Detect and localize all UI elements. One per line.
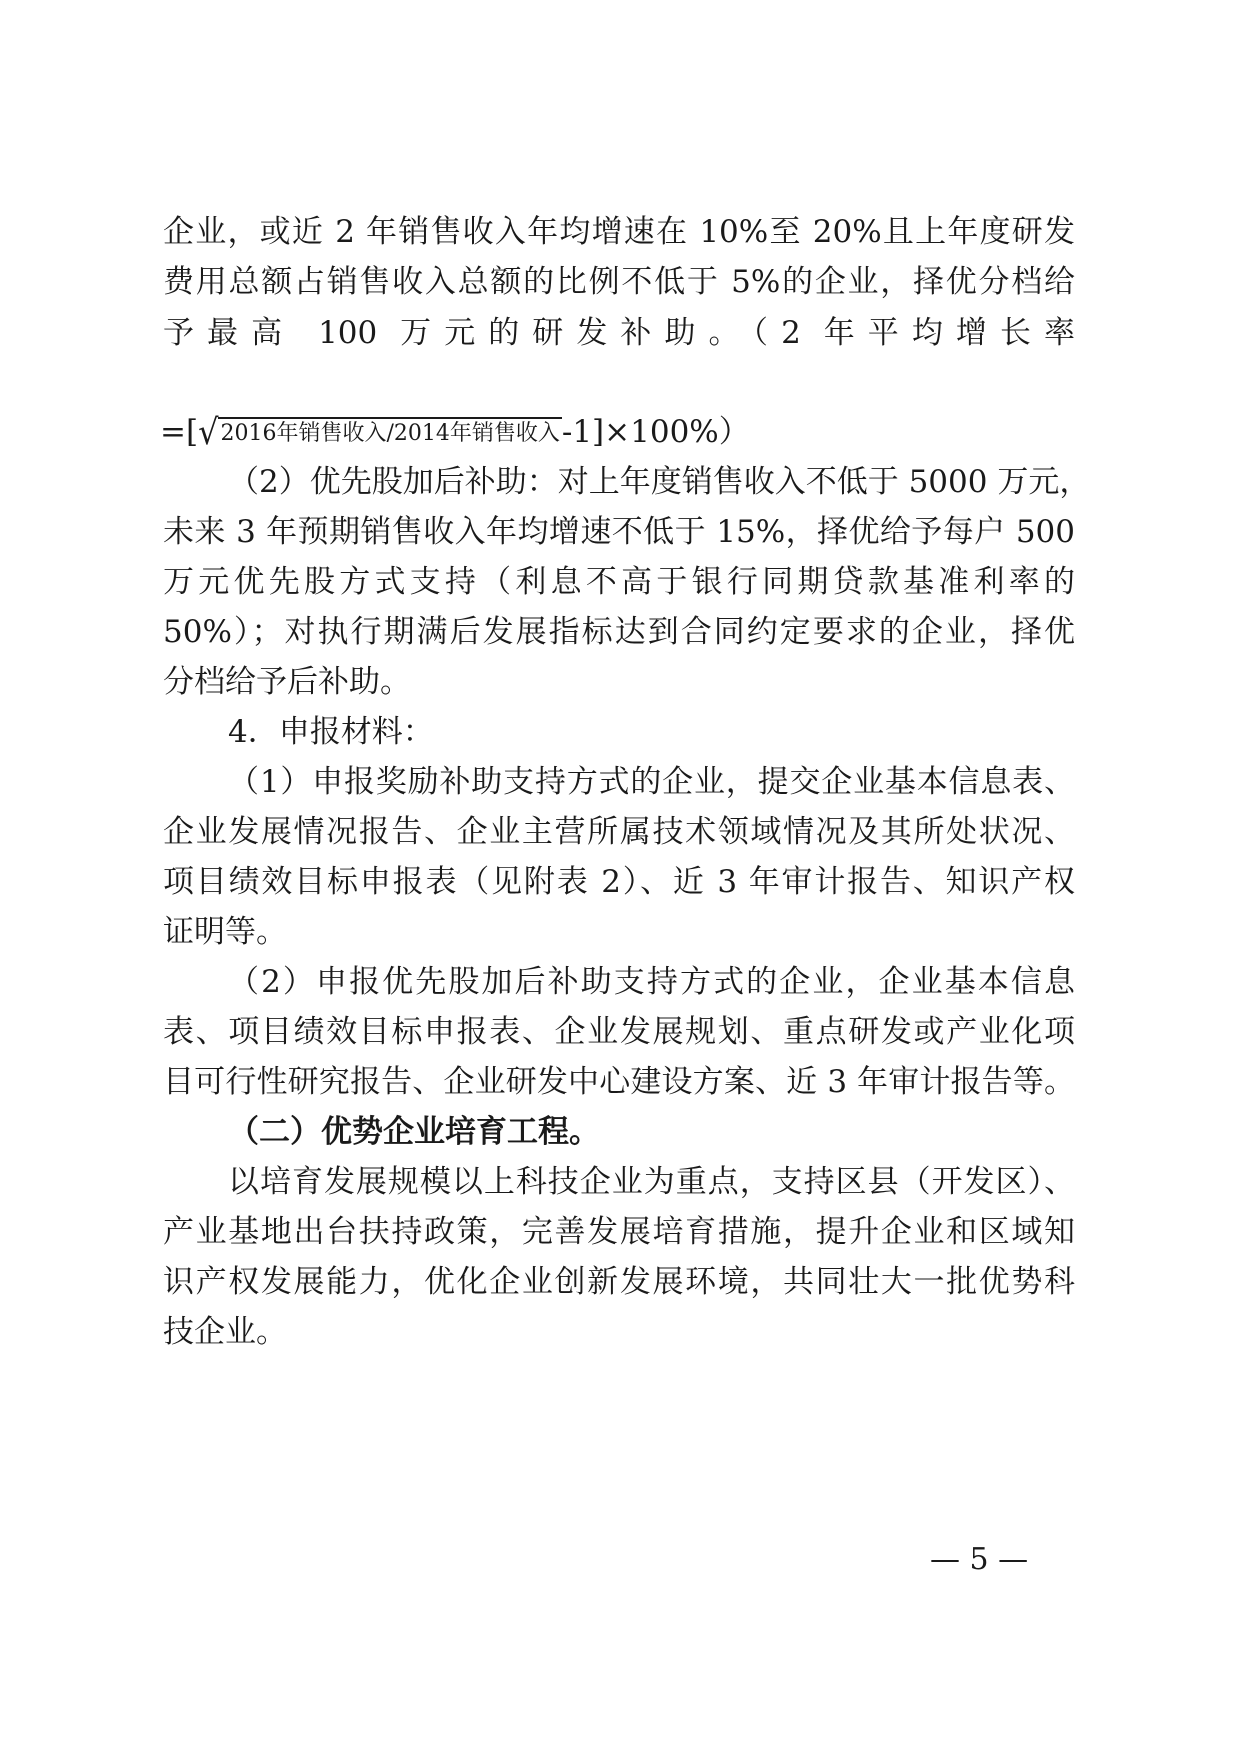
formula-suffix: -1]×100%） [561,414,750,450]
text-line: （1）申报奖励补助支持方式的企业，提交企业基本信息表、 [228,764,1075,800]
section-heading-bold: （二）优势企业培育工程。 [228,1114,600,1150]
text-line: 分档给予后补助。 [163,664,411,700]
text-line: 企业，或近 2 年销售收入年均增速在 10%至 20%且上年度研发 [163,214,1075,250]
growth-rate-formula [160,412,750,452]
text-line: 费用总额占销售收入总额的比例不低于 5%的企业，择优分档给 [163,264,1075,300]
text-line: 予最高 100 万元的研发补助。（2 年平均增长率 [163,315,1075,351]
text-line: 证明等。 [163,914,287,950]
text-line: 识产权发展能力，优化企业创新发展环境，共同壮大一批优势科 [163,1264,1075,1300]
text-line: 产业基地出台扶持政策，完善发展培育措施，提升企业和区域知 [163,1214,1075,1250]
section-heading: 4．申报材料： [228,714,434,750]
text-line: 50%）；对执行期满后发展指标达到合同约定要求的企业，择优 [163,614,1075,650]
text-line: 技企业。 [163,1314,287,1350]
text-line: 未来 3 年预期销售收入年均增速不低于 15%，择优给予每户 500 [163,514,1075,550]
text-line: 项目绩效目标申报表（见附表 2）、近 3 年审计报告、知识产权 [163,864,1075,900]
text-line: 以培育发展规模以上科技企业为重点，支持区县（开发区）、 [228,1164,1075,1200]
page-number: — 5 — [930,1542,1029,1577]
text-line: 表、项目绩效目标申报表、企业发展规划、重点研发或产业化项 [163,1014,1075,1050]
formula-prefix: =[ [160,414,199,450]
text-line: （2）申报优先股加后补助支持方式的企业，企业基本信息 [228,964,1075,1000]
text-line: 万元优先股方式支持（利息不高于银行同期贷款基准利率的 [163,564,1075,600]
formula-radicand: 2016年销售收入/2014年销售收入 [218,417,561,449]
text-line: 企业发展情况报告、企业主营所属技术领域情况及其所处状况、 [163,814,1075,850]
square-root-icon: √ [198,411,219,453]
text-line: 目可行性研究报告、企业研发中心建设方案、近 3 年审计报告等。 [163,1064,1075,1100]
text-line: （2）优先股加后补助：对上年度销售收入不低于 5000 万元， [228,464,1091,500]
